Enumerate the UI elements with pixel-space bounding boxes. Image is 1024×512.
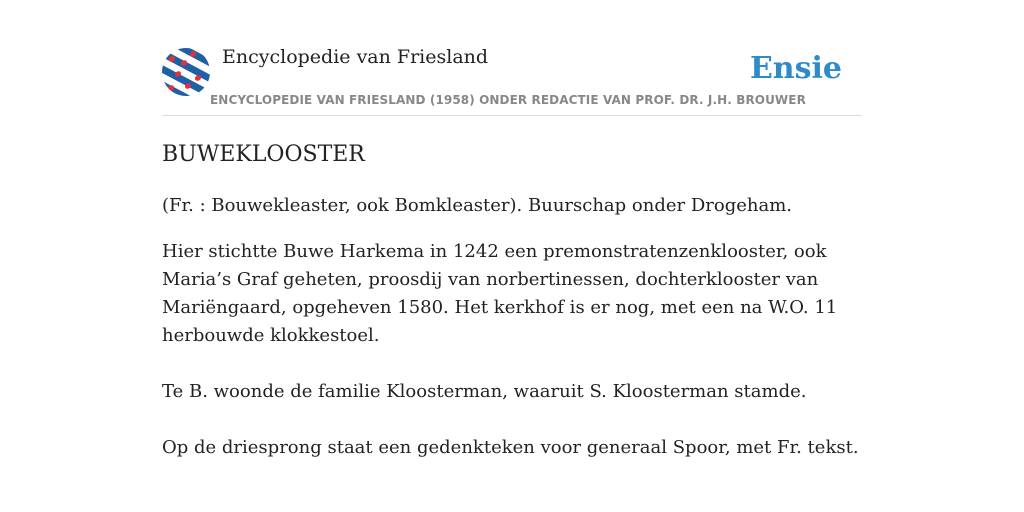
article-paragraph: Op de driesprong staat een gedenkteken voor generaal Spoor, met Fr. tekst. xyxy=(162,437,859,458)
article-paragraph: Te B. woonde de familie Kloosterman, waaruit S. Kloosterman stamde. xyxy=(162,381,807,402)
site-subtitle: ENCYCLOPEDIE VAN FRIESLAND (1958) ONDER REDACTIE VAN PROF. DR. J.H. BROUWER xyxy=(210,93,806,107)
site-title[interactable]: Encyclopedie van Friesland xyxy=(222,46,489,68)
article-paragraph: (Fr. : Bouwekleaster, ook Bomkleaster). Buurschap onder Drogeham. xyxy=(162,195,792,216)
ensie-brand-logo[interactable]: Ensie xyxy=(749,51,842,86)
article-content xyxy=(162,138,862,462)
site-header xyxy=(162,46,862,116)
article-paragraph: Hier stichtte Buwe Harkema in 1242 een premonstratenzenklooster, ook Maria’s Graf geheten, proosdij van norbertinessen, dochterklooster van Mariëngaard, opgeheven 1580. Het kerkhof is er nog, met een na W.O. 11 herbouwde klokkestoel. xyxy=(162,241,838,346)
article-title: BUWEKLOOSTER xyxy=(162,142,365,167)
frisian-flag-logo-icon[interactable] xyxy=(162,48,210,96)
